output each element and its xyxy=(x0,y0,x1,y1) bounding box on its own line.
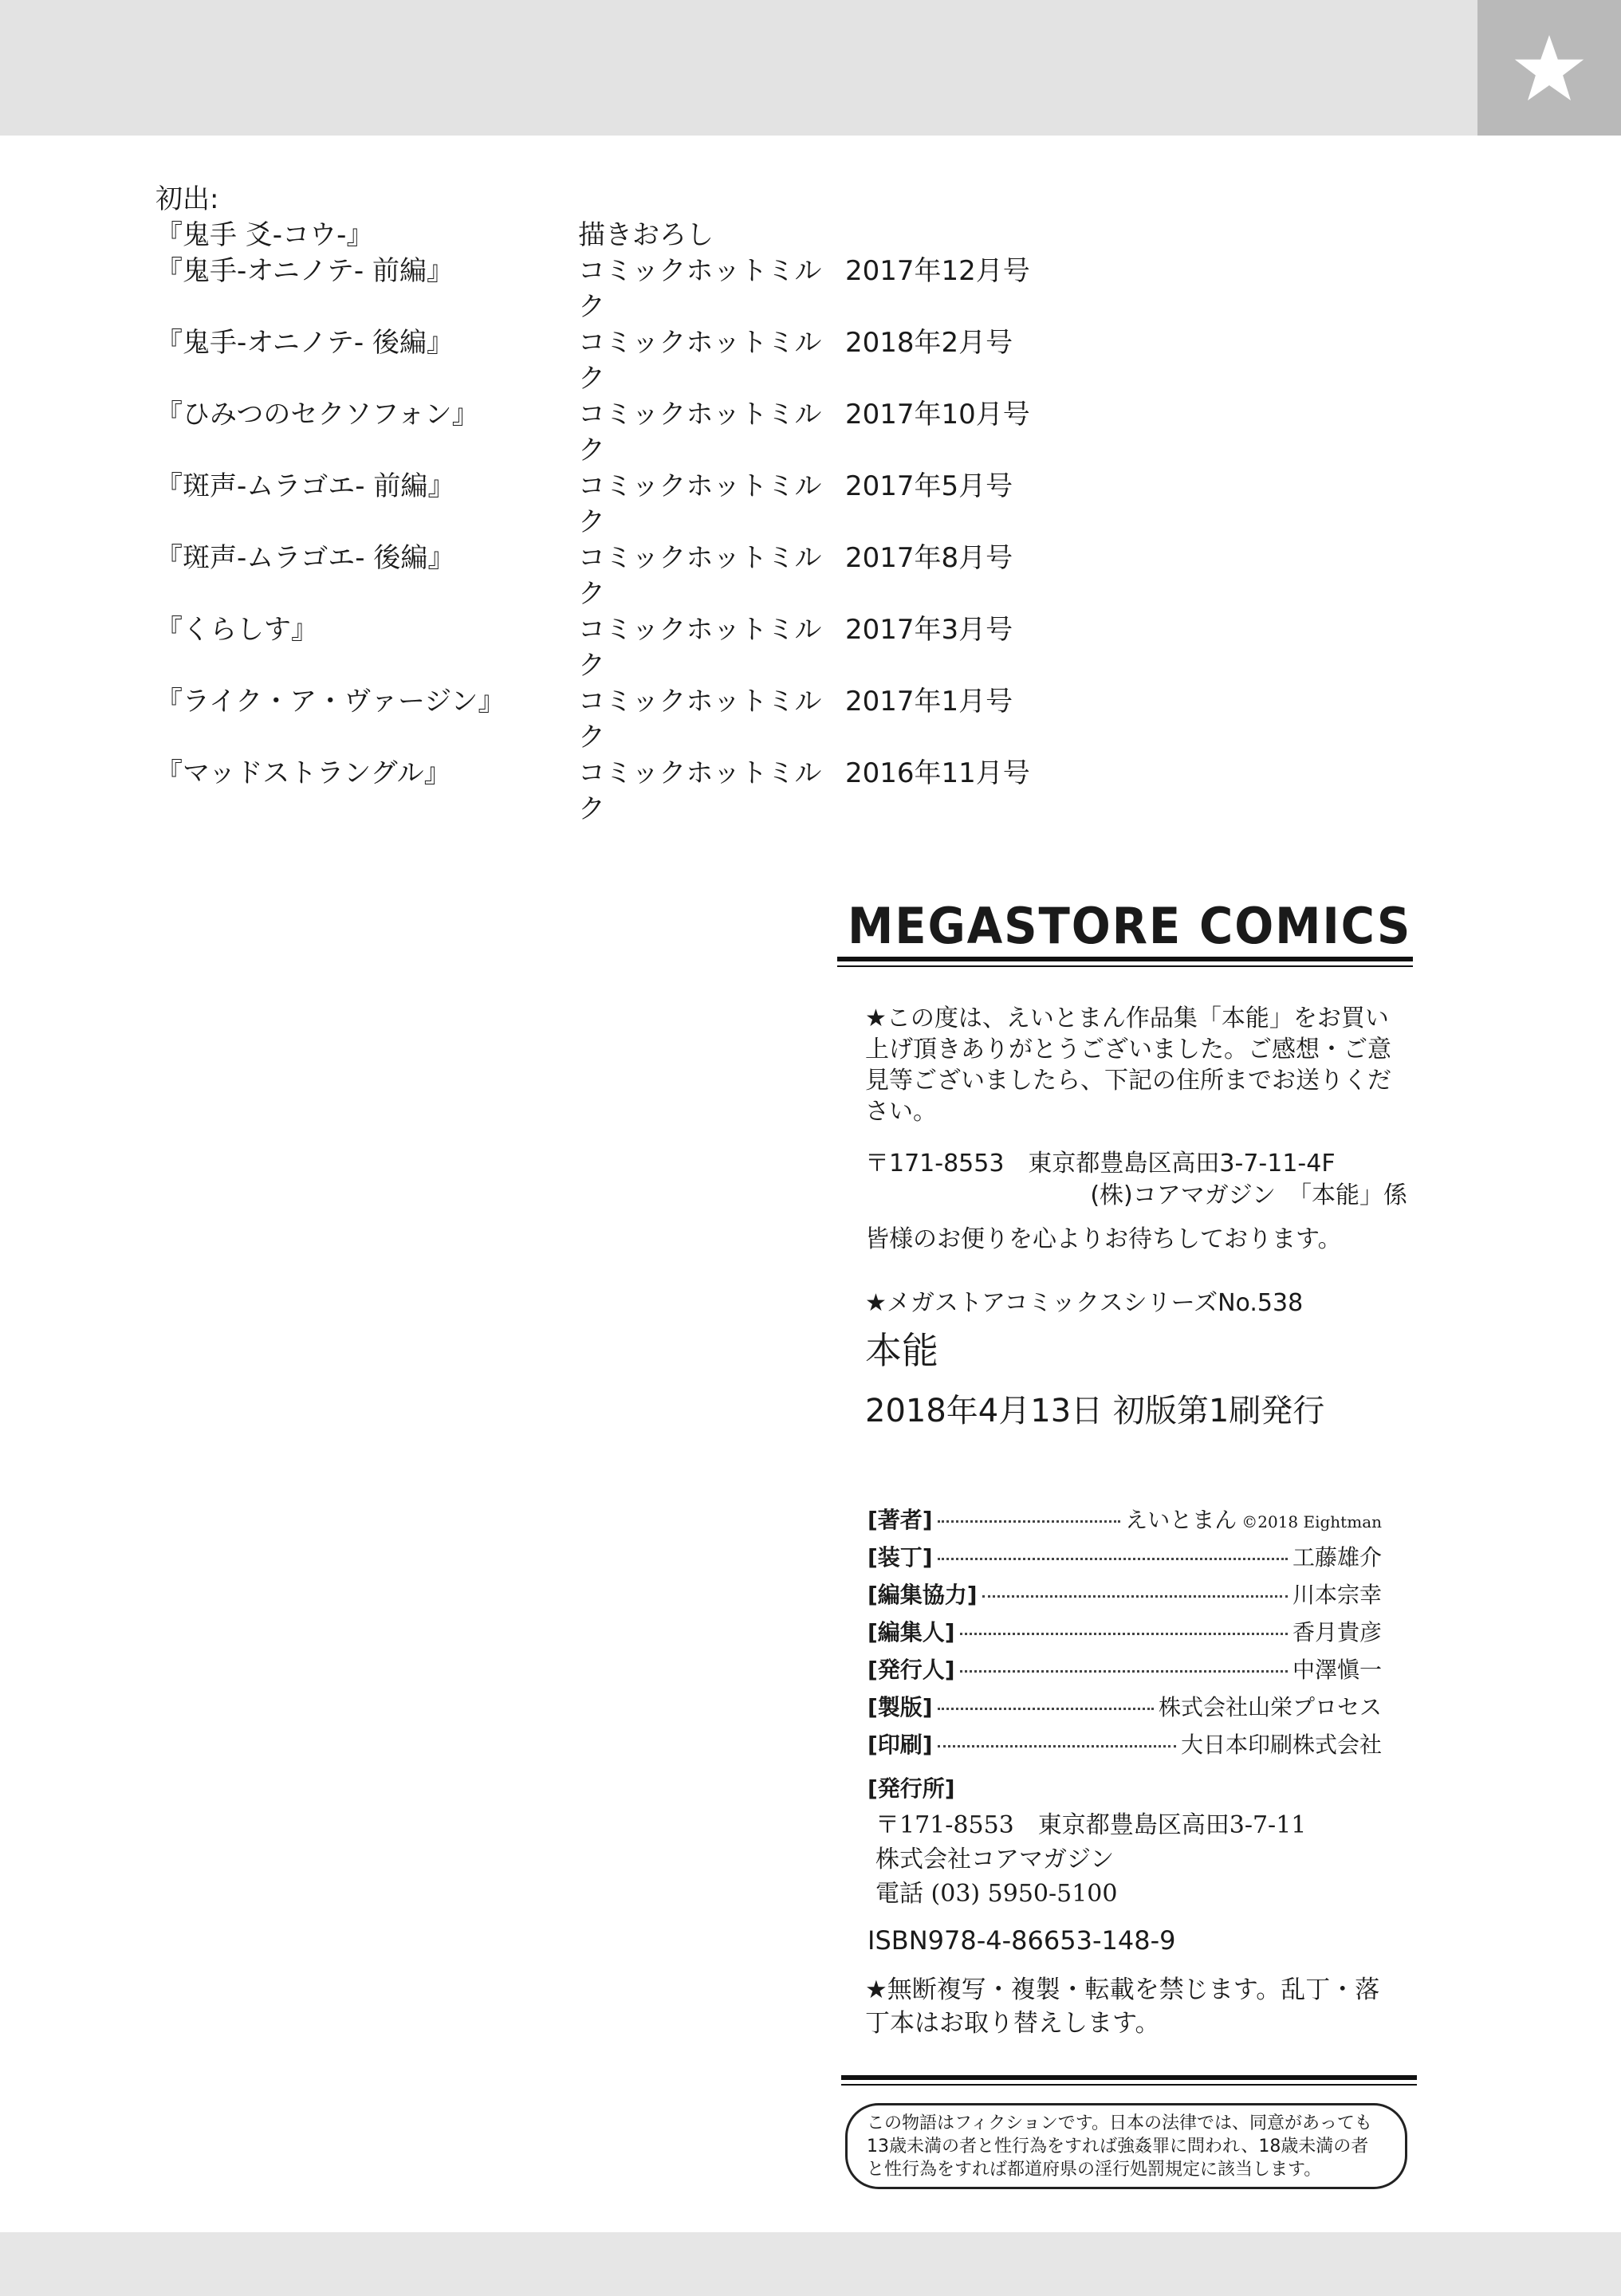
publisher-info xyxy=(875,1808,1306,1911)
publication-title: 『斑声-ムラゴエ- 前編』 xyxy=(155,470,455,502)
publication-issue: 2016年11月号 xyxy=(845,757,1030,789)
credit-row xyxy=(868,1653,1382,1690)
credit-value: 株式会社山栄プロセス xyxy=(1158,1694,1382,1720)
divider-thick-bottom xyxy=(841,2075,1417,2080)
publication-issue: 2018年2月号 xyxy=(845,327,1013,359)
publication-issue: 2017年10月号 xyxy=(845,399,1030,431)
publication-issue: 2017年5月号 xyxy=(845,470,1013,502)
publication-row xyxy=(155,397,1030,469)
dot-leader xyxy=(960,1670,1288,1673)
thanks-message: ★この度は、えいとまん作品集「本能」をお買い上げ頂きありがとうございました。ご感想・ご意見等ございましたら、下記の住所までお送りください。 xyxy=(865,1005,1391,1126)
publication-magazine: コミックホットミルク xyxy=(578,757,822,825)
publication-row xyxy=(155,325,1030,397)
publisher-label: [発行所] xyxy=(868,1775,955,1802)
publication-title: 『鬼手-オニノテ- 前編』 xyxy=(155,255,454,287)
bottom-gray-band xyxy=(0,2232,1621,2296)
publication-magazine: コミックホットミルク xyxy=(578,255,822,323)
credit-value: 川本宗幸 xyxy=(1292,1582,1382,1608)
credit-value: 工藤雄介 xyxy=(1292,1544,1382,1571)
waiting-message: 皆様のお便りを心よりお待ちしております。 xyxy=(865,1225,1342,1253)
credit-label: [編集人] xyxy=(868,1619,955,1645)
isbn: ISBN978-4-86653-148-9 xyxy=(868,1925,1176,1956)
credit-label: [装丁] xyxy=(868,1544,933,1571)
copyright-note: ©2018 Eightman xyxy=(1241,1512,1382,1531)
mail-recipient: (株)コアマガジン 「本能」係 xyxy=(1090,1181,1407,1209)
publication-issue: 2017年1月号 xyxy=(845,686,1013,718)
publication-row xyxy=(155,254,1030,325)
dot-leader xyxy=(938,1520,1121,1523)
publication-magazine: コミックホットミルク xyxy=(578,542,822,610)
initial-publication-list xyxy=(155,182,1030,828)
credit-row xyxy=(868,1690,1382,1728)
publication-magazine: コミックホットミルク xyxy=(578,470,822,538)
publication-row xyxy=(155,469,1030,541)
dot-leader xyxy=(938,1558,1288,1560)
publication-row xyxy=(155,756,1030,828)
publisher-company: 株式会社コアマガジン xyxy=(875,1846,1115,1873)
publication-magazine: コミックホットミルク xyxy=(578,686,822,753)
publication-title: 『鬼手 爻-コウ-』 xyxy=(155,219,374,251)
publisher-postal: 〒171-8553 東京都豊島区高田3-7-11 xyxy=(875,1811,1307,1839)
credit-label: [製版] xyxy=(868,1694,933,1720)
series-number: ★メガストアコミックスシリーズNo.538 xyxy=(865,1289,1304,1317)
dot-leader xyxy=(938,1708,1154,1710)
mail-address: 〒171-8553 東京都豊島区高田3-7-11-4F xyxy=(865,1150,1336,1177)
corner-star-box xyxy=(1477,0,1621,136)
divider-thin xyxy=(837,965,1413,967)
publication-row xyxy=(155,218,1030,254)
star-icon xyxy=(1513,33,1585,102)
credit-value: 大日本印刷株式会社 xyxy=(1180,1732,1382,1758)
credit-label: [編集協力] xyxy=(868,1582,978,1608)
credit-row xyxy=(868,1615,1382,1653)
issue-date: 2018年4月13日 初版第1刷発行 xyxy=(865,1393,1325,1429)
dot-leader xyxy=(982,1595,1288,1598)
publication-title: 『くらしす』 xyxy=(155,614,318,646)
initial-publication-heading: 初出: xyxy=(155,183,219,215)
publication-row xyxy=(155,541,1030,612)
publication-title: 『ひみつのセクソフォン』 xyxy=(155,399,479,431)
no-duplication-notice: ★無断複写・複製・転載を禁じます。乱丁・落丁本はお取り替えします。 xyxy=(865,1976,1380,2038)
credit-row xyxy=(868,1540,1382,1578)
credit-row xyxy=(868,1503,1382,1540)
divider-thick xyxy=(837,957,1413,961)
credit-label: [発行人] xyxy=(868,1657,955,1683)
publication-title: 『ライク・ア・ヴァージン』 xyxy=(155,686,506,718)
publication-row xyxy=(155,612,1030,684)
book-title: 本能 xyxy=(865,1329,938,1372)
publication-magazine: コミックホットミルク xyxy=(578,399,822,466)
brand-logo-text: MEGASTORE COMICS xyxy=(848,897,1412,955)
credit-row xyxy=(868,1728,1382,1765)
credit-value: 中澤愼一 xyxy=(1292,1657,1382,1683)
fiction-notice-box: この物語はフィクションです。日本の法律では、同意があっても13歳未満の者と性行為をすれば強姦罪に問われ、18歳未満の者と性行為をすれば都道府県の淫行処罰規定に該当します。 xyxy=(845,2103,1407,2189)
publication-magazine: コミックホットミルク xyxy=(578,327,822,395)
publication-title: 『斑声-ムラゴエ- 後編』 xyxy=(155,542,455,574)
divider-thin-bottom xyxy=(841,2084,1417,2086)
publication-title: 『マッドストラングル』 xyxy=(155,757,451,789)
credit-value: えいとまん xyxy=(1125,1507,1237,1533)
publication-title: 『鬼手-オニノテ- 後編』 xyxy=(155,327,454,359)
credit-label: [印刷] xyxy=(868,1732,933,1758)
credits-list xyxy=(868,1503,1382,1765)
dot-leader xyxy=(960,1633,1288,1635)
publisher-phone: 電話 (03) 5950-5100 xyxy=(875,1880,1118,1908)
credit-value: 香月貴彦 xyxy=(1292,1619,1382,1645)
dot-leader xyxy=(938,1745,1176,1748)
publication-row xyxy=(155,684,1030,756)
publication-issue: 2017年3月号 xyxy=(845,614,1013,646)
publication-magazine: コミックホットミルク xyxy=(578,614,822,682)
top-gray-band xyxy=(0,0,1621,136)
credit-label: [著者] xyxy=(868,1507,933,1533)
credit-row xyxy=(868,1578,1382,1615)
publication-magazine: 描きおろし xyxy=(578,219,714,251)
publication-issue: 2017年8月号 xyxy=(845,542,1013,574)
publication-issue: 2017年12月号 xyxy=(845,255,1030,287)
